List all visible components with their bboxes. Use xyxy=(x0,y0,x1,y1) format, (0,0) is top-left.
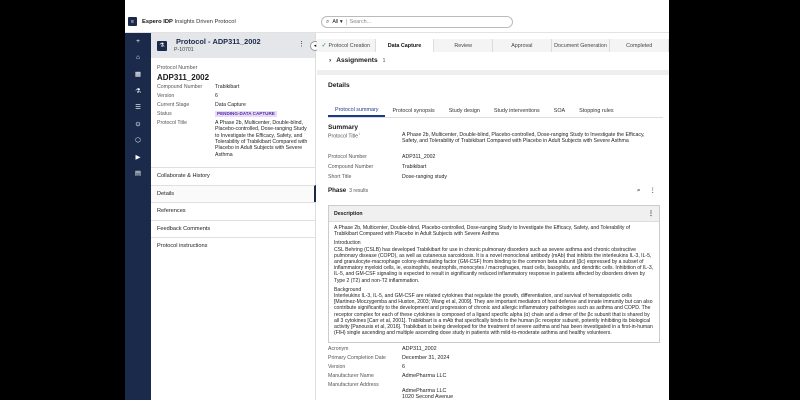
background-heading: Background xyxy=(334,286,362,293)
collapse-panel-icon[interactable]: ◂ xyxy=(310,41,320,51)
flask-icon[interactable]: ⚗ xyxy=(135,87,141,95)
details-tabs xyxy=(328,104,663,118)
app-screen xyxy=(125,0,669,400)
top-bar xyxy=(125,11,669,33)
target-icon[interactable]: ⊙ xyxy=(135,120,141,128)
step-data-capture[interactable]: Data Capture xyxy=(376,39,435,52)
step-approval[interactable]: Approval xyxy=(493,39,552,52)
divider xyxy=(317,70,669,75)
global-search[interactable] xyxy=(321,16,513,28)
left-rail xyxy=(125,33,151,400)
nav-protocol-instructions[interactable]: Protocol instructions xyxy=(151,237,316,255)
more-options-icon[interactable]: ⋮ xyxy=(649,187,656,194)
tab-protocol-summary[interactable]: Protocol summary xyxy=(328,104,385,117)
app-logo-icon: ≡ xyxy=(128,17,137,26)
more-options-icon[interactable]: ⋮ xyxy=(648,211,654,217)
summary-row: Compound Number Trabikibart xyxy=(328,164,427,170)
list-icon[interactable]: ☰ xyxy=(135,104,141,112)
add-icon[interactable]: + xyxy=(136,37,140,45)
protocol-header xyxy=(151,33,315,58)
chevron-right-icon: › xyxy=(329,57,332,64)
tab-study-interventions[interactable]: Study interventions xyxy=(493,107,540,114)
tab-soa[interactable]: SOA xyxy=(553,107,566,114)
search-scope-select[interactable]: All ▾ xyxy=(332,19,346,25)
search-input[interactable]: Search... xyxy=(349,19,372,25)
search-icon[interactable]: ⌕ xyxy=(636,187,641,194)
summary-row: Protocol Number ADP311_2002 xyxy=(328,154,436,160)
search-icon: ⌕ xyxy=(326,18,330,25)
play-icon[interactable]: ▶ xyxy=(135,153,141,161)
field-row: Version 6 xyxy=(157,93,218,100)
status-badge: PENDING-DATA CAPTURE xyxy=(217,111,275,117)
phase-count: 3 results xyxy=(349,187,369,194)
tab-study-design[interactable]: Study design xyxy=(448,107,480,114)
footer-row: Manufacturer Name AdmePharma LLC xyxy=(328,373,447,379)
summary-title: Summary xyxy=(328,124,359,131)
main-content xyxy=(317,33,669,400)
phase-title: Phase xyxy=(328,187,347,194)
more-options-icon[interactable]: ⋮ xyxy=(298,41,305,48)
field-row: Compound Number Trabikibart xyxy=(157,84,240,91)
phase-header xyxy=(328,187,660,194)
description-card xyxy=(328,205,660,343)
nav-references[interactable]: References xyxy=(151,202,316,220)
step-document-generation[interactable]: Document Generation xyxy=(552,39,611,52)
home-icon[interactable]: ⌂ xyxy=(136,54,140,62)
assignments-toggle[interactable] xyxy=(329,57,385,64)
footer-row: AdmePharma LLC xyxy=(402,388,447,394)
summary-title-value: A Phase 2b, Multicenter, Double-blind, Placebo-controlled, Dose-ranging Study to Investigate the Efficacy, Safety, and Tolerability of Trabikibart Compared with Placebo in Adult Subjects with Severe Asthma xyxy=(402,132,645,145)
step-completed[interactable]: Completed xyxy=(610,39,669,52)
footer-row: Version 6 xyxy=(328,364,405,370)
protocol-title xyxy=(174,37,261,46)
step-protocol-creation[interactable]: ✓ Protocol Creation xyxy=(317,39,376,52)
introduction-heading: Introduction xyxy=(334,240,361,247)
protocol-number: ADP311_2002 xyxy=(157,73,210,82)
footer-row: Acronym ADP311_2002 xyxy=(328,346,437,352)
brand-name: Espero IDP xyxy=(142,18,173,25)
tab-stopping-rules[interactable]: Stopping rules xyxy=(579,107,614,114)
info-icon[interactable]: i xyxy=(359,132,361,136)
brand-tagline: Insights Driven Protocol xyxy=(174,18,236,25)
protocol-code: ADP311_2002 xyxy=(212,37,261,46)
summary-title-row: Protocol Title $^i$ A Phase 2b, Multicenter, Double-blind, Placebo-controlled, Dose-ranging Study to Investigate the Efficacy, Safety, and Tolerability of Trabikibart Compared with Placebo in Adult Subjects with Severe Asthma xyxy=(328,132,658,145)
nav-feedback-comments[interactable]: Feedback Comments xyxy=(151,220,316,238)
nav-collaborate-history[interactable]: Collaborate & History xyxy=(151,167,316,185)
protocol-panel xyxy=(151,33,316,400)
check-icon: ✓ xyxy=(321,43,327,49)
description-intro: A Phase 2b, Multicenter, Double-blind, Placebo-controlled, Dose-ranging Study to Investigate the Efficacy, Safety, and Tolerability of Trabikibart Compared with Placebo in Adult Subjects with Severe Asthma xyxy=(334,225,631,238)
field-row: Status PENDING-DATA CAPTURE xyxy=(157,110,275,117)
protocol-id: P-10701 xyxy=(174,47,194,53)
assignments-label: Assignments xyxy=(336,57,378,64)
field-row: Protocol Title A Phase 2b, Multicenter, Double-blind, Placebo-controlled, Dose-ranging Study to Investigate the Efficacy, Safety, and Tolerability of Trabikibart Compared with Placebo in Adult Subjects with Severe Asthma xyxy=(157,119,308,158)
nav-details[interactable]: Details xyxy=(151,185,316,203)
tab-protocol-synopsis[interactable]: Protocol synopsis xyxy=(392,107,435,114)
footer-row: Primary Completion Date December 31, 2024 xyxy=(328,355,450,361)
introduction-text: CSL Behring (CSLB) has developed Trabikibart for use in chronic pulmonary disorders such as severe asthma and chronic obstructive pulmonary disease (COPD), as well as cutaneous sarcoidosis. It is a novel monoclonal antibody (mAb) that inhibits the interleukins IL-3, IL-5, and granulocyte-macrophage colony-stimulating factor (GM-CSF) from binding to the common beta subunit (βc) expressed by a subset of inflammatory myeloid cells, ie, eosinophils, neutrophils, monocytes / macrophages, mast cells, basophils, and dendritic cells. Inhibition of IL-3, IL-5, and GM-CSF signaling is expected to result in significantly reduced inflammatory response in patients affected by disorders driven by Type 2 (T2) and non-T2 inflammation. xyxy=(334,246,654,284)
description-header: Description ⋮ xyxy=(329,206,659,222)
left-nav xyxy=(151,167,316,255)
details-title: Details xyxy=(328,82,350,89)
description-body xyxy=(329,222,659,342)
step-review[interactable]: Review xyxy=(434,39,493,52)
footer-row: 1020 Second Avenue xyxy=(402,394,454,400)
footer-row: Manufacturer Address xyxy=(328,382,379,388)
assignments-count: 1 xyxy=(382,57,386,64)
protocol-number-label: Protocol Number xyxy=(157,65,198,71)
table-icon[interactable]: ▤ xyxy=(134,170,142,178)
summary-row: Short Title Dose-ranging study xyxy=(328,174,447,180)
background-text: Interleukins IL-3, IL-5, and GM-CSF are related cytokines that regulate the growth, differentiation, and survival of hematopoietic cells [Martinez-Moczygemba and Huston, 2003; Wang et al, 2009]. They are important mediators of host defense and innate immunity but can also contribute significantly to the development and progression of chronic and allergic inflammatory pathologies such as asthma and COPD. The receptor complex for each of these cytokines is composed of a ligand specific alpha (α) chain and a dimer of the βc subunit that is shared by all 3 cytokines [Carr et al, 2001]. Trabikibart is a mAb that specifically binds to the human βc receptor subunit, potently inhibiting its biological activity [Panousis et al, 2016]. Trabikibart is being developed for the treatment of severe asthma and has been investigated in a first-in-human (FIH) single ascending and multiple ascending dose study in patients with mild-to-moderate asthma and healthy volunteers. xyxy=(334,293,653,337)
workflow-steps xyxy=(317,39,669,52)
dashboard-icon[interactable]: ▦ xyxy=(134,71,142,79)
protocol-label: Protocol - xyxy=(176,37,211,46)
hexagon-icon[interactable]: ⬡ xyxy=(135,137,141,145)
field-row: Current Stage Data Capture xyxy=(157,101,246,108)
protocol-icon: ⚗ xyxy=(157,41,167,51)
app-title xyxy=(142,19,236,25)
